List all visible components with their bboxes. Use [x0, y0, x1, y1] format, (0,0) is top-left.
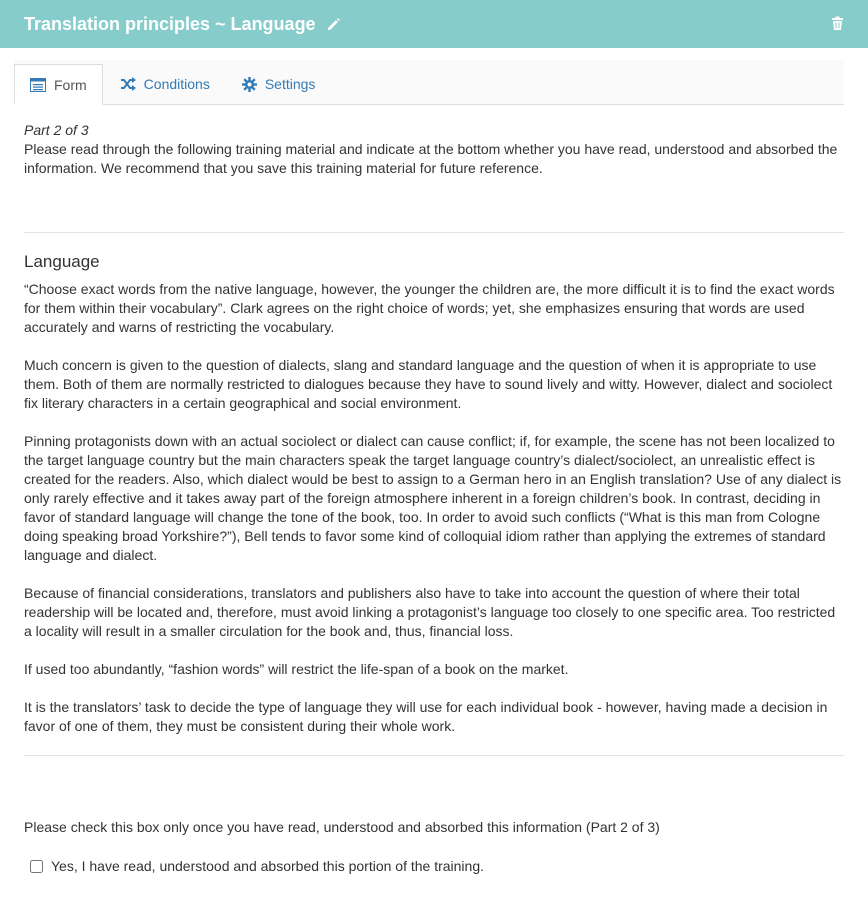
tab-conditions-label: Conditions: [143, 76, 210, 92]
tab-form-label: Form: [54, 76, 87, 93]
gear-icon: [242, 77, 257, 92]
page-title: Translation principles ~ Language: [24, 13, 316, 34]
tab-settings-label: Settings: [264, 76, 316, 92]
confirmation-prompt: Please check this box only once you have read, understood and absorbed this information (Part 2 of 3): [24, 819, 660, 835]
section-heading: Language: [24, 252, 100, 271]
part-indicator: Part 2 of 3: [24, 122, 89, 138]
tab-bar: [14, 60, 844, 105]
form-content: [0, 105, 868, 876]
shuffle-icon: [120, 77, 136, 91]
tab-conditions[interactable]: [105, 64, 225, 104]
trash-icon[interactable]: [831, 16, 844, 31]
tab-form[interactable]: [14, 64, 103, 105]
tab-settings[interactable]: [227, 64, 331, 104]
confirmation-checkbox[interactable]: [30, 860, 43, 873]
paragraph: It is the translators’ task to decide the type of language they will use for each individual book - however, having made a decision in favor of one of them, they must be consistent during their whole work.: [24, 699, 828, 734]
confirmation-checkbox-label: Yes, I have read, understood and absorbed this portion of the training.: [51, 858, 485, 874]
paragraph: Because of financial considerations, translators and publishers also have to take into account the question of where their total readership will be located and, therefore, must avoid linking a protagonist’s language too closely to one specific area. Too restricted a locality will result in a smaller circulation for the book and, thus, financial loss.: [24, 585, 836, 639]
header-bar: [0, 0, 868, 48]
paragraph: If used too abundantly, “fashion words” will restrict the life-span of a book on the market.: [24, 661, 569, 677]
paragraph: Pinning protagonists down with an actual sociolect or dialect can cause conflict; if, for example, the scene has not been localized to the target language country but the main characters speak the target language country’s dialect/sociolect, an unrealistic effect is created for the readers. Also, which dialect would be best to assign to a German hero in an English translation? Use of any dialect is only rarely effective and it takes away part of the foreign atmosphere inherent in a foreign children’s book. In contrast, deciding in favor of standard language will change the tone of the book, too. In order to avoid such conflicts (“What is this man from Cologne doing speaking broad Yorkshire?”), Bell tends to favor some kind of colloquial idiom rather than applying the extremes of standard language and dialect.: [24, 433, 842, 563]
form-icon: [30, 78, 46, 92]
confirmation-row[interactable]: [24, 857, 844, 876]
intro-text: Please read through the following training material and indicate at the bottom whether you have read, understood and absorbed the information. We recommend that you save this training material for future reference.: [24, 141, 838, 176]
edit-icon[interactable]: [326, 17, 341, 32]
paragraph: “Choose exact words from the native language, however, the younger the children are, the more difficult it is to find the exact words for them within their vocabulary”. Clark agrees on the right choice of words; yet, she emphasizes ensuring that words are used accurately and warns of restricting the vocabulary.: [24, 281, 835, 335]
paragraph: Much concern is given to the question of dialects, slang and standard language and the question of when it is appropriate to use them. Both of them are normally restricted to dialogues because they have to sound lively and witty. However, dialect and sociolect fix literary characters in a certain geographical and social environment.: [24, 357, 833, 411]
